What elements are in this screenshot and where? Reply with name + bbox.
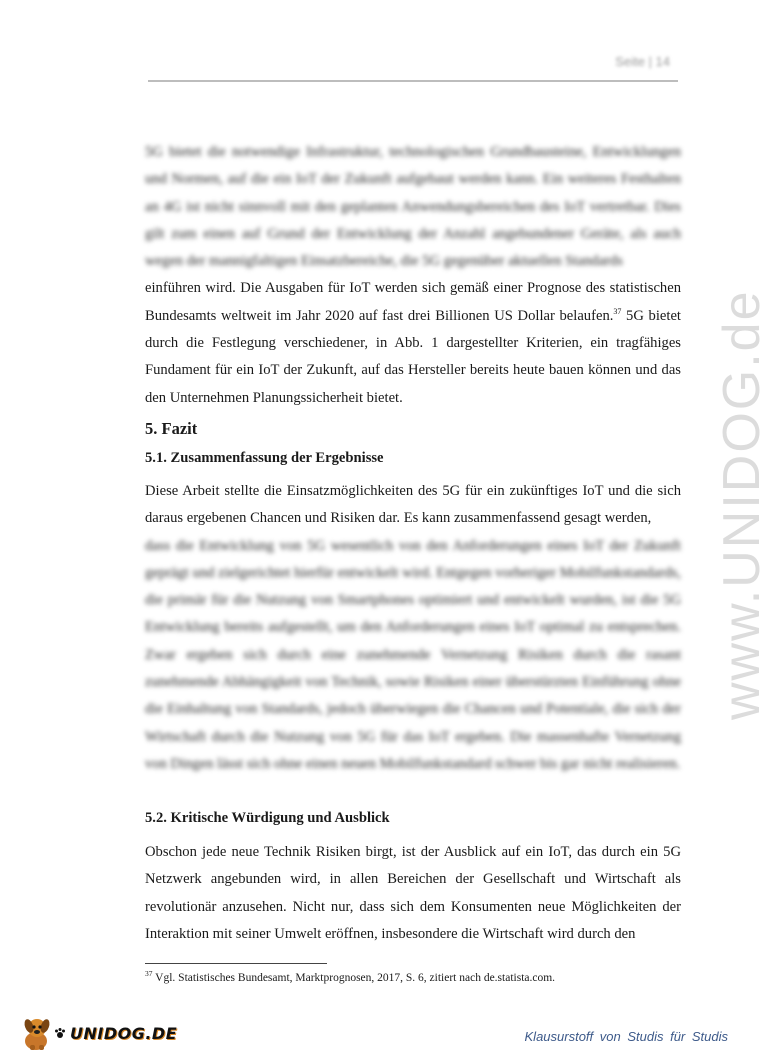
page-header [148, 50, 678, 82]
unidog-logo [20, 1013, 177, 1053]
summary-paragraph: Diese Arbeit stellte die Einsatzmöglichkeiten des 5G für ein zukünftiges IoT und die sich daraus ergebenen Chancen und Risiken dar. Es kann zusammenfassend gesagt werden, [145, 483, 681, 527]
intro-paragraph [145, 275, 681, 411]
watermark: www.UNIDOG.de [713, 289, 771, 720]
logo-text: UNIDOG.DE [70, 1023, 178, 1043]
subsection-heading-ausblick: 5.2. Kritische Würdigung und Ausblick [145, 810, 390, 826]
page-number: Seite | 14 [615, 54, 670, 69]
section-heading-fazit: 5. Fazit [145, 419, 198, 438]
footnote [145, 971, 555, 985]
subsection-heading-zusammenfassung: 5.1. Zusammenfassung der Ergebnisse [145, 450, 384, 466]
intro-text-2: 5G bietet durch die Festlegung verschiedener, in Abb. 1 dargestellter Kriterien, ein tragfähiges Fundament für ein IoT der Zukunft, auf das Hersteller bereits heute bauen können und das den Unternehmen Planungssicherheit bietet. [145, 307, 681, 406]
blurred-paragraph: dass die Entwicklung von 5G wesentlich von den Anforderungen eines IoT der Zukunft geprägt und zielgerichtet hierfür entwickelt wird. Entgegen vorheriger Mobilfunkstandards, die primär für die Nutzung von Smartphones optimiert und entwickelt wurden, ist die 5G Entwicklung bereits aufgestellt, um den Anforderungen eines IoT optimal zu entsprechen. Zwar ergeben sich durch eine zunehmende Vernetzung Risiken durch die rasant zunehmende Abhängigkeit von Technik, sowie Risiken einer überstürzten Einführung ohne die Einhaltung von Standards, jedoch überwiegen die Chancen und Potentiale, die sich der Wirtschaft durch die Nutzung von 5G für das IoT ergeben. Die massenhafte Vernetzung von Dingen lässt sich ohne einen neuen Mobilfunkstandard schwer bis gar nicht realisieren. [145, 537, 681, 772]
dog-mascot-icon [20, 1014, 54, 1052]
footer-tagline: Klausurstoff von Studis für Studis [524, 1029, 728, 1044]
footnote-number: 37 [145, 969, 153, 979]
intro-section [145, 139, 681, 412]
outlook-paragraph: Obschon jede neue Technik Risiken birgt, ist der Ausblick auf ein IoT, das durch ein 5G Netzwerk angebunden wird, in allen Bereichen der Gesellschaft und Wirtschaft als revolutionär anzusehen. Nicht nur, dass sich dem Konsumenten neue Möglichkeiten der Interaktion mit seiner Umwelt eröffnen, insbesondere die Wirtschaft wird durch den [145, 844, 681, 942]
footnote-text: Vgl. Statistisches Bundesamt, Marktprognosen, 2017, S. 6, zitiert nach de.statista.com. [152, 972, 556, 984]
intro-text-1: einführen wird. Die Ausgaben für IoT werden sich gemäß einer Prognose des statistischen Bundesamts weltweit im Jahr 2020 auf fast drei Billionen US Dollar belaufen. [145, 280, 681, 324]
footnote-divider [145, 963, 327, 964]
outlook-section [145, 839, 681, 948]
paw-icon [54, 1027, 66, 1039]
footnote-reference: 37 [613, 306, 622, 316]
blurred-paragraph: 5G bietet die notwendige Infrastruktur, technologischen Grundbausteine, Entwicklungen und Normen, auf die ein IoT der Zukunft aufgebaut werden kann. Ein weiteres Festhalten an 4G ist nicht sinnvoll mit den geplanten Anwendungsbereichen des IoT vertretbar. Dies gilt zum einen auf Grund der Entwicklung der Anzahl angebundener Geräte, als auch wegen der mannigfaltigen Einsatzbereiche, die 5G gegenüber aktuellen Standards [145, 144, 681, 270]
summary-section [145, 478, 681, 778]
